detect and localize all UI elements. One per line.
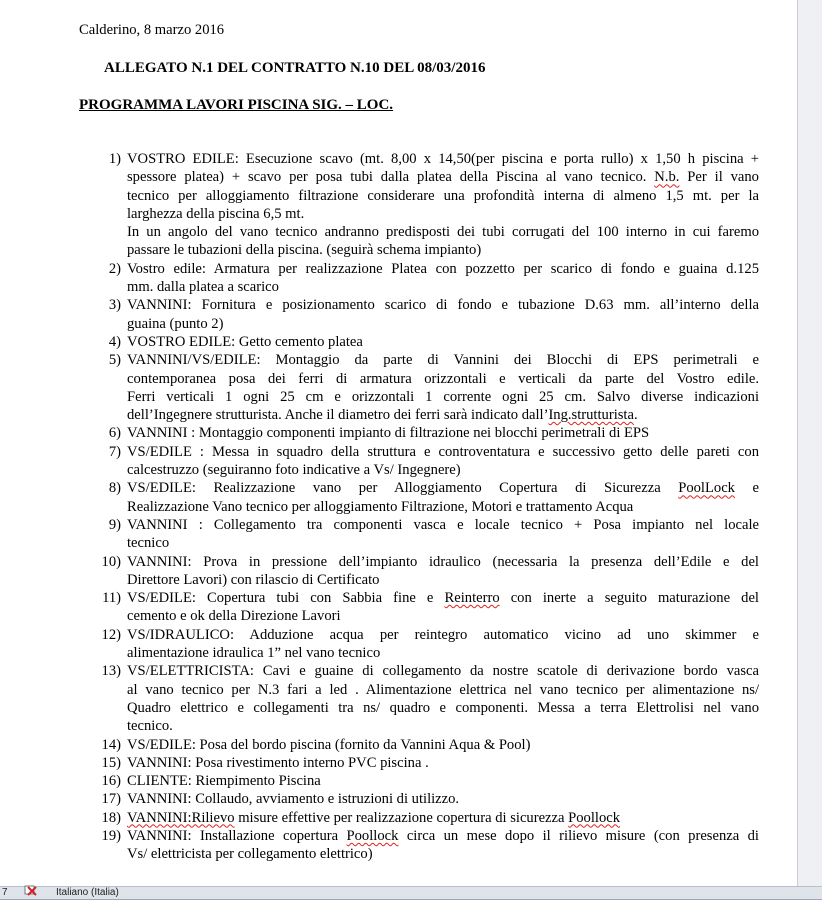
list-item-text: [127, 516, 759, 553]
text-line: Ferri verticali 1 ogni 25 cm e orizzontali 1 corrente ogni 25 cm. Salvo diverse indicazioni: [127, 388, 759, 405]
list-item: [0, 772, 797, 790]
text-line: tecnico.: [127, 718, 173, 735]
list-item: [0, 260, 797, 297]
list-item-text: [127, 443, 759, 480]
text-line: calcestruzzo (seguiranno foto indicative a Vs/ Ingegnere): [127, 462, 461, 479]
list-item-text: [127, 296, 759, 333]
text-line: tecnico: [127, 535, 170, 552]
list-item-number: 4): [108, 333, 121, 350]
list-item-number: 8): [108, 480, 121, 497]
list-item-number: 11): [102, 590, 121, 607]
list-item-number: 5): [108, 352, 121, 369]
text-line: Quadro elettrico e collegamenti tra ns/ quadro e componenti. Messa a terra Elettrolisi nel vano: [127, 699, 759, 716]
list-item-number: 17): [101, 791, 121, 808]
date-line: Calderino, 8 marzo 2016: [79, 22, 225, 38]
proofing-error-icon[interactable]: [24, 885, 38, 899]
language-indicator[interactable]: Italiano (Italia): [56, 887, 119, 898]
document-subheading: PROGRAMMA LAVORI PISCINA SIG. – LOC.: [79, 97, 394, 113]
list-item-text: [127, 553, 759, 590]
list-item-number: 1): [108, 151, 121, 167]
list-item: [0, 424, 797, 442]
list-item-text: [127, 260, 759, 297]
list-item: [0, 333, 797, 351]
text-line: tecnico per alloggiamento filtrazione considerare una profondità interna di almeno 1,5 mt. per la: [127, 187, 759, 204]
text-line: VANNINI: Posa rivestimento interno PVC piscina .: [127, 754, 429, 771]
list-item: [0, 443, 797, 480]
text-line: VANNINI : Collegamento tra componenti vasca e locale tecnico + Posa impianto nel locale: [127, 516, 759, 533]
text-line: larghezza della piscina 6,5 mt.: [127, 205, 305, 222]
list-item: [0, 827, 797, 864]
text-line: dell’Ingegnere strutturista. Anche il diametro dei ferri sarà indicato dall’Ing.strutturista.: [127, 407, 638, 424]
text-line: Direttore Lavori) con rilascio di Certificato: [127, 571, 380, 588]
text-line: VANNINI: Installazione copertura Poollock circa un mese dopo il rilievo misure (con presenza di: [127, 827, 759, 844]
list-item: [0, 553, 797, 590]
numbered-list: [0, 150, 797, 864]
list-item: [0, 662, 797, 735]
list-item-text: [127, 333, 759, 351]
list-item-number: 13): [101, 663, 121, 680]
list-item: [0, 296, 797, 333]
list-item-number: 3): [108, 297, 121, 314]
list-item-number: 7): [108, 443, 121, 460]
list-item: [0, 516, 797, 553]
text-line: CLIENTE: Riempimento Piscina: [127, 773, 321, 790]
text-line: VOSTRO EDILE: Getto cemento platea: [127, 333, 363, 350]
text-line: VANNINI/VS/EDILE: Montaggio da parte di Vannini dei Blocchi di EPS perimetrali e: [127, 352, 759, 369]
list-item-number: 2): [108, 260, 121, 277]
text-line: VOSTRO EDILE: Esecuzione scavo (mt. 8,00 x 14,50(per piscina e porta rullo) x 1,50 h piscina +: [127, 151, 759, 167]
text-line: mm. dalla platea a scarico: [127, 279, 279, 296]
list-item-number: 10): [101, 553, 121, 570]
text-line: VS/IDRAULICO: Adduzione acqua per reintegro automatico vicino ad uno skimmer e: [127, 626, 759, 643]
list-item-text: [127, 351, 759, 424]
text-line: guaina (punto 2): [127, 315, 224, 332]
text-line: alimentazione idraulica 1” nel vano tecnico: [127, 645, 381, 662]
status-bar: [0, 886, 822, 899]
list-item-text: [127, 790, 759, 808]
list-item: [0, 790, 797, 808]
text-line: VS/EDILE: Posa del bordo piscina (fornito da Vannini Aqua & Pool): [127, 736, 531, 753]
document-heading: ALLEGATO N.1 DEL CONTRATTO N.10 DEL 08/03/2016: [104, 60, 486, 76]
list-item-text: [127, 150, 759, 260]
text-line: VANNINI : Montaggio componenti impianto di filtrazione nei blocchi perimetrali di EPS: [127, 425, 650, 442]
list-item-text: [127, 424, 759, 442]
text-line: VANNINI: Collaudo, avviamento e istruzioni di utilizzo.: [127, 791, 460, 808]
list-item: [0, 150, 797, 260]
text-line: cemento e ok della Direzione Lavori: [127, 608, 341, 625]
text-line: VS/EDILE: Copertura tubi con Sabbia fine e Reinterro con inerte a seguito maturazione del: [127, 590, 759, 607]
text-line: VS/EDILE: Realizzazione vano per Alloggiamento Copertura di Sicurezza PoolLock e: [127, 480, 759, 497]
list-item-text: [127, 479, 759, 516]
list-item-text: [127, 754, 759, 772]
list-item: [0, 589, 797, 626]
list-item: [0, 479, 797, 516]
list-item-text: [127, 809, 759, 827]
list-item-number: 14): [101, 736, 121, 753]
list-item-text: [127, 589, 759, 626]
list-item: [0, 754, 797, 772]
list-item: [0, 736, 797, 754]
text-line: VS/EDILE : Messa in squadro della struttura e controventatura e successivo getto delle pareti con: [127, 443, 759, 460]
list-item: [0, 351, 797, 424]
list-item-text: [127, 662, 759, 735]
list-item-text: [127, 772, 759, 790]
list-item-number: 12): [101, 626, 121, 643]
list-item-text: [127, 736, 759, 754]
text-line: passare le tubazioni della piscina. (seguirà schema impianto): [127, 242, 482, 259]
text-line: al vano tecnico per N.3 fari a led . Alimentazione elettrica nel vano tecnico per alimentazione ns/: [127, 681, 759, 698]
list-item-number: 18): [101, 809, 121, 826]
text-line: contemporanea posa dei ferri di armatura orizzontali e verticali da parte del Vostro edile.: [127, 370, 759, 387]
status-page-mark: 7: [2, 887, 8, 898]
list-item-number: 15): [101, 754, 121, 771]
text-line: In un angolo del vano tecnico andranno predisposti dei tubi corrugati del 100 interno in cui faremo: [127, 224, 759, 241]
list-item-number: 19): [101, 827, 121, 844]
list-item: [0, 809, 797, 827]
list-item: [0, 626, 797, 663]
text-line: VANNINI:Rilievo misure effettive per realizzazione copertura di sicurezza Poollock: [127, 809, 621, 826]
vertical-scrollbar[interactable]: [797, 0, 822, 886]
text-line: spessore platea) + scavo per posa tubi dalla platea della Piscina al vano tecnico. N.b. Per il vano: [127, 169, 759, 186]
text-line: Realizzazione Vano tecnico per alloggiamento Filtrazione, Motori e trattamento Acqua: [127, 498, 634, 515]
list-item-number: 6): [108, 425, 121, 442]
list-item-number: 9): [108, 516, 121, 533]
text-line: Vs/ elettricista per collegamento elettrico): [127, 846, 373, 863]
list-item-number: 16): [101, 773, 121, 790]
text-line: VANNINI: Fornitura e posizionamento scarico di fondo e tubazione D.63 mm. all’interno della: [127, 297, 759, 314]
text-line: VANNINI: Prova in pressione dell’impianto idraulico (necessaria la presenza dell’Edile e del: [127, 553, 759, 570]
text-line: Vostro edile: Armatura per realizzazione Platea con pozzetto per scarico di fondo e guaina d.125: [127, 260, 759, 277]
list-item-text: [127, 626, 759, 663]
text-line: VS/ELETTRICISTA: Cavi e guaine di collegamento da nostre scatole di derivazione bordo vasca: [127, 663, 759, 680]
list-item-text: [127, 827, 759, 864]
